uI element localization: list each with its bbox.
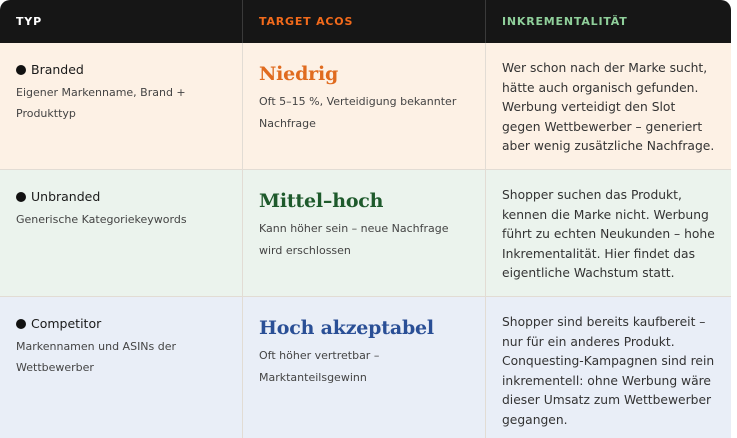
inkrementalitaet-text: Shopper sind bereits kaufbereit – nur für ein anderes Produkt. Conquesting-Kampagnen sind rein inkrementell: ohne Werbung wäre dieser Umsatz zum Wettbewerber gegangen. — [502, 315, 715, 427]
inkrementalitaet-text: Shopper suchen das Produkt, kennen die Marke nicht. Werbung führt zu echten Neukunden – hohe Inkrementalität. Hier findet das eigentliche Wachstum statt. — [502, 188, 715, 280]
header-target-acos: TARGET ACOS — [243, 0, 486, 43]
table-row-unbranded — [0, 170, 731, 297]
acos-title: Niedrig — [259, 63, 339, 85]
type-description: Generische Kategoriekeywords — [16, 213, 187, 226]
typ-cell — [0, 170, 243, 296]
typ-cell — [0, 297, 243, 438]
acos-description: Kann höher sein – neue Nachfrage wird erschlossen — [259, 222, 449, 257]
acos-description: Oft 5–15 %, Verteidigung bekannter Nachfrage — [259, 95, 457, 130]
type-name: Unbranded — [31, 189, 101, 204]
type-name: Competitor — [31, 316, 102, 331]
acos-cell — [243, 43, 486, 169]
table-header — [0, 0, 731, 43]
table-row-branded — [0, 43, 731, 170]
acos-title: Mittel–hoch — [259, 190, 384, 212]
bullet-icon — [16, 65, 26, 75]
header-typ: TYP — [0, 0, 243, 43]
type-name: Branded — [31, 62, 84, 77]
bullet-icon — [16, 319, 26, 329]
acos-description: Oft höher vertretbar – Marktanteilsgewinn — [259, 349, 380, 384]
type-label-line — [16, 62, 226, 77]
acos-cell — [243, 170, 486, 296]
type-description: Eigener Markenname, Brand + Produkttyp — [16, 86, 186, 120]
type-description: Markennamen und ASINs der Wettbewerber — [16, 340, 177, 374]
acos-title: Hoch akzeptabel — [259, 317, 434, 339]
inkrementalitaet-text: Wer schon nach der Marke sucht, hätte auch organisch gefunden. Werbung verteidigt den Slot gegen Wettbewerber – generiert aber wenig zusätzliche Nachfrage. — [502, 61, 715, 153]
typ-cell — [0, 43, 243, 169]
type-label-line — [16, 316, 226, 331]
bullet-icon — [16, 192, 26, 202]
table-row-competitor — [0, 297, 731, 438]
header-inkrementalitaet: INKREMENTALITÄT — [502, 15, 628, 28]
type-label-line — [16, 189, 226, 204]
acos-cell — [243, 297, 486, 438]
